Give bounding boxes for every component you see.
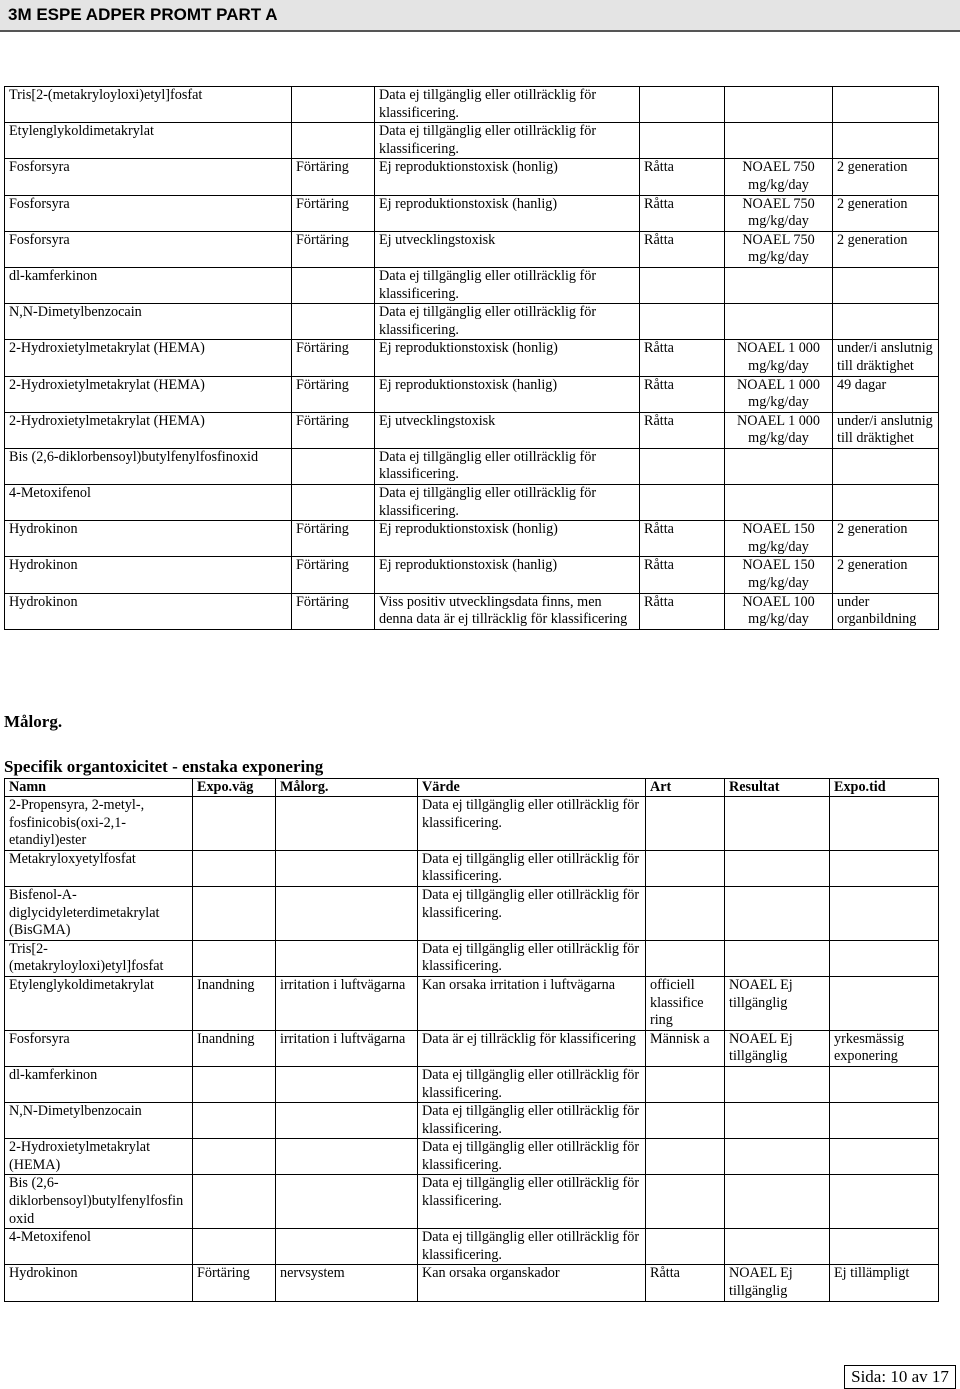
table-cell	[833, 87, 939, 123]
specific-organ-toxicity-table	[4, 778, 939, 1302]
table-cell	[640, 448, 725, 484]
table-row	[5, 1229, 939, 1265]
table-cell	[193, 850, 276, 886]
table-row	[5, 850, 939, 886]
table-cell: Ej reproduktionstoxisk (honlig)	[375, 340, 640, 376]
column-header: Resultat	[725, 779, 830, 797]
table-cell	[646, 886, 725, 940]
table-cell: 2-Hydroxietylmetakrylat (HEMA)	[5, 1139, 193, 1175]
table-cell: irritation i luftvägarna	[276, 1030, 418, 1066]
table-row	[5, 412, 939, 448]
table-cell: Ej reproduktionstoxisk (hanlig)	[375, 557, 640, 593]
table-cell: 2 generation	[833, 159, 939, 195]
document-header	[0, 0, 960, 32]
table-cell	[193, 1139, 276, 1175]
table-cell: Råtta	[640, 340, 725, 376]
table-row	[5, 1139, 939, 1175]
table-cell	[292, 123, 375, 159]
table-row	[5, 1265, 939, 1301]
table-cell	[646, 797, 725, 851]
table-cell: Data ej tillgänglig eller otillräcklig för klassificering.	[418, 1229, 646, 1265]
table-row	[5, 886, 939, 940]
table-cell	[276, 797, 418, 851]
table-cell	[725, 304, 833, 340]
table-cell	[276, 1103, 418, 1139]
table-row	[5, 159, 939, 195]
table-row	[5, 940, 939, 976]
table-cell	[292, 448, 375, 484]
table-cell	[640, 123, 725, 159]
table-cell	[276, 1229, 418, 1265]
table-cell: nervsystem	[276, 1265, 418, 1301]
table-cell: 2-Hydroxietylmetakrylat (HEMA)	[5, 376, 292, 412]
table-row	[5, 448, 939, 484]
table-cell	[725, 1175, 830, 1229]
table-cell	[725, 123, 833, 159]
table-row	[5, 485, 939, 521]
table-cell	[830, 940, 939, 976]
table-cell: Ej utvecklingstoxisk	[375, 412, 640, 448]
table-cell: Fosforsyra	[5, 1030, 193, 1066]
table-cell: Förtäring	[292, 412, 375, 448]
table-cell: Bis (2,6-diklorbensoyl)butylfenylfosfinoxid	[5, 1175, 193, 1229]
table-cell	[292, 304, 375, 340]
table-cell	[725, 1139, 830, 1175]
table-cell: Data ej tillgänglig eller otillräcklig för klassificering.	[418, 1066, 646, 1102]
table-cell	[646, 1175, 725, 1229]
table-cell: Ej utvecklingstoxisk	[375, 231, 640, 267]
table-cell: Hydrokinon	[5, 521, 292, 557]
column-header: Expo.väg	[193, 779, 276, 797]
table-cell	[193, 886, 276, 940]
table-cell	[725, 940, 830, 976]
table-cell: Data är ej tillräcklig för klassificering	[418, 1030, 646, 1066]
table-cell: Tris[2-(metakryloyloxi)etyl]fosfat	[5, 87, 292, 123]
table-cell: irritation i luftvägarna	[276, 976, 418, 1030]
table-cell: Råtta	[640, 376, 725, 412]
table-cell: 2 generation	[833, 557, 939, 593]
reproductive-toxicity-table	[4, 86, 939, 630]
table-cell	[830, 797, 939, 851]
table-cell	[276, 940, 418, 976]
table-cell	[830, 1066, 939, 1102]
table-cell	[276, 850, 418, 886]
table-cell: 2 generation	[833, 195, 939, 231]
table-cell: Hydrokinon	[5, 1265, 193, 1301]
table-cell: NOAEL Ej tillgänglig	[725, 1265, 830, 1301]
table-cell	[725, 448, 833, 484]
table-cell: Data ej tillgänglig eller otillräcklig för klassificering.	[418, 886, 646, 940]
table-cell	[830, 1139, 939, 1175]
table-cell	[646, 1139, 725, 1175]
table-cell: Råtta	[646, 1265, 725, 1301]
table-cell: Fosforsyra	[5, 231, 292, 267]
table-cell	[640, 87, 725, 123]
table-cell: 4-Metoxifenol	[5, 485, 292, 521]
table-row	[5, 304, 939, 340]
table-cell: Fosforsyra	[5, 195, 292, 231]
table-cell	[830, 1103, 939, 1139]
table-cell: Råtta	[640, 593, 725, 629]
table-cell	[725, 1066, 830, 1102]
table-cell: Förtäring	[292, 195, 375, 231]
table-cell: Förtäring	[292, 376, 375, 412]
table-cell	[276, 1175, 418, 1229]
table-cell: Förtäring	[292, 557, 375, 593]
table-cell: Hydrokinon	[5, 557, 292, 593]
table-cell	[725, 1229, 830, 1265]
column-header: Värde	[418, 779, 646, 797]
table-cell	[276, 886, 418, 940]
table-row	[5, 1066, 939, 1102]
table-cell: Kan orsaka organskador	[418, 1265, 646, 1301]
table-cell: 2-Hydroxietylmetakrylat (HEMA)	[5, 412, 292, 448]
table-cell	[646, 1229, 725, 1265]
section-specific-organ-toxicity-heading: Specifik organtoxicitet - enstaka exponering	[4, 757, 324, 776]
column-header: Art	[646, 779, 725, 797]
table-cell: Data ej tillgänglig eller otillräcklig för klassificering.	[375, 123, 640, 159]
table-cell	[830, 886, 939, 940]
table-cell: NOAEL 750 mg/kg/day	[725, 231, 833, 267]
table-cell	[292, 267, 375, 303]
table-cell: Människ a	[646, 1030, 725, 1066]
table-cell: Data ej tillgänglig eller otillräcklig för klassificering.	[375, 485, 640, 521]
table-cell: Bis (2,6-diklorbensoyl)butylfenylfosfinoxid	[5, 448, 292, 484]
table-cell: Förtäring	[292, 593, 375, 629]
table-cell: Förtäring	[193, 1265, 276, 1301]
table-cell: Data ej tillgänglig eller otillräcklig för klassificering.	[418, 1103, 646, 1139]
table-cell: NOAEL 150 mg/kg/day	[725, 521, 833, 557]
table-cell: Data ej tillgänglig eller otillräcklig för klassificering.	[418, 1175, 646, 1229]
table-cell	[193, 1103, 276, 1139]
table-cell: Hydrokinon	[5, 593, 292, 629]
table-cell	[830, 1175, 939, 1229]
table-cell: under/i anslutnig till dräktighet	[833, 340, 939, 376]
table-cell: Bisfenol-A-diglycidyleterdimetakrylat (BisGMA)	[5, 886, 193, 940]
table-cell: Ej tillämpligt	[830, 1265, 939, 1301]
table-cell: Ej reproduktionstoxisk (honlig)	[375, 521, 640, 557]
table-cell	[725, 886, 830, 940]
table-cell	[193, 1229, 276, 1265]
table-cell: Råtta	[640, 195, 725, 231]
table-cell: 2-Propensyra, 2-metyl-, fosfinicobis(oxi-2,1-etandiyl)ester	[5, 797, 193, 851]
table-cell: 4-Metoxifenol	[5, 1229, 193, 1265]
table-cell: Data ej tillgänglig eller otillräcklig för klassificering.	[418, 797, 646, 851]
table-cell	[640, 267, 725, 303]
table-cell	[646, 940, 725, 976]
table-row	[5, 87, 939, 123]
table-cell	[725, 850, 830, 886]
table-cell: Tris[2-(metakryloyloxi)etyl]fosfat	[5, 940, 193, 976]
table-row	[5, 340, 939, 376]
table-cell: Etylenglykoldimetakrylat	[5, 123, 292, 159]
table-row	[5, 267, 939, 303]
table-cell	[725, 87, 833, 123]
table-cell: Förtäring	[292, 159, 375, 195]
table-cell	[833, 485, 939, 521]
table-cell	[833, 123, 939, 159]
table-cell: NOAEL 1 000 mg/kg/day	[725, 376, 833, 412]
table-cell: 2 generation	[833, 231, 939, 267]
table-cell: Data ej tillgänglig eller otillräcklig för klassificering.	[418, 1139, 646, 1175]
table-cell: dl-kamferkinon	[5, 267, 292, 303]
table-cell: NOAEL 750 mg/kg/day	[725, 195, 833, 231]
table-cell: Ej reproduktionstoxisk (hanlig)	[375, 195, 640, 231]
table-cell	[830, 850, 939, 886]
table-cell	[276, 1139, 418, 1175]
table-row	[5, 521, 939, 557]
table-cell: Förtäring	[292, 340, 375, 376]
table-cell: under organbildning	[833, 593, 939, 629]
table-cell: Ej reproduktionstoxisk (hanlig)	[375, 376, 640, 412]
table-cell: Råtta	[640, 231, 725, 267]
table-row	[5, 557, 939, 593]
table-cell	[830, 976, 939, 1030]
table-cell: Viss positiv utvecklingsdata finns, men denna data är ej tillräcklig för klassificering	[375, 593, 640, 629]
table-row	[5, 1030, 939, 1066]
table-row	[5, 376, 939, 412]
table-cell: Råtta	[640, 159, 725, 195]
section-target-organ-heading: Målorg.	[4, 712, 63, 731]
table-cell: NOAEL Ej tillgänglig	[725, 1030, 830, 1066]
table-cell: NOAEL Ej tillgänglig	[725, 976, 830, 1030]
table-header-row	[5, 779, 939, 797]
table-row	[5, 797, 939, 851]
table-cell	[193, 940, 276, 976]
table-cell: Råtta	[640, 412, 725, 448]
table-cell	[292, 87, 375, 123]
table-cell	[725, 485, 833, 521]
table-cell: Metakryloxyetylfosfat	[5, 850, 193, 886]
table-cell	[833, 267, 939, 303]
table-cell	[193, 1066, 276, 1102]
column-header: Målorg.	[276, 779, 418, 797]
table-cell	[646, 850, 725, 886]
table-cell: NOAEL 750 mg/kg/day	[725, 159, 833, 195]
table-cell: Etylenglykoldimetakrylat	[5, 976, 193, 1030]
table-cell: Data ej tillgänglig eller otillräcklig för klassificering.	[418, 850, 646, 886]
table-cell: 49 dagar	[833, 376, 939, 412]
table-cell: Data ej tillgänglig eller otillräcklig för klassificering.	[375, 267, 640, 303]
table-cell: Förtäring	[292, 231, 375, 267]
table-cell	[640, 304, 725, 340]
table-cell: N,N-Dimetylbenzocain	[5, 304, 292, 340]
table-cell: 2-Hydroxietylmetakrylat (HEMA)	[5, 340, 292, 376]
table-cell	[193, 1175, 276, 1229]
table-cell: yrkesmässig exponering	[830, 1030, 939, 1066]
table-cell: Råtta	[640, 521, 725, 557]
table-cell	[830, 1229, 939, 1265]
table-cell: dl-kamferkinon	[5, 1066, 193, 1102]
table-cell: NOAEL 1 000 mg/kg/day	[725, 412, 833, 448]
table-cell: NOAEL 1 000 mg/kg/day	[725, 340, 833, 376]
table-cell: Fosforsyra	[5, 159, 292, 195]
page-number: Sida: 10 av 17	[844, 1365, 956, 1389]
table-cell	[725, 1103, 830, 1139]
table-cell: NOAEL 150 mg/kg/day	[725, 557, 833, 593]
table-cell: under/i anslutnig till dräktighet	[833, 412, 939, 448]
document-title: 3M ESPE ADPER PROMT PART A	[8, 5, 278, 24]
table-cell: Kan orsaka irritation i luftvägarna	[418, 976, 646, 1030]
table-cell: Ej reproduktionstoxisk (honlig)	[375, 159, 640, 195]
table-row	[5, 976, 939, 1030]
table-cell	[193, 797, 276, 851]
table-cell: Inandning	[193, 1030, 276, 1066]
table-cell: Data ej tillgänglig eller otillräcklig för klassificering.	[375, 304, 640, 340]
table-cell: 2 generation	[833, 521, 939, 557]
table-cell	[833, 304, 939, 340]
column-header: Expo.tid	[830, 779, 939, 797]
table-row	[5, 231, 939, 267]
table-cell	[725, 267, 833, 303]
table-row	[5, 195, 939, 231]
table-cell	[646, 1103, 725, 1139]
table-cell: N,N-Dimetylbenzocain	[5, 1103, 193, 1139]
table-cell: Data ej tillgänglig eller otillräcklig för klassificering.	[375, 87, 640, 123]
table-cell	[640, 485, 725, 521]
column-header: Namn	[5, 779, 193, 797]
table-cell	[646, 1066, 725, 1102]
table-cell: Data ej tillgänglig eller otillräcklig för klassificering.	[375, 448, 640, 484]
table-cell: Förtäring	[292, 521, 375, 557]
table-cell	[833, 448, 939, 484]
table-cell: Data ej tillgänglig eller otillräcklig för klassificering.	[418, 940, 646, 976]
table-cell: Inandning	[193, 976, 276, 1030]
table-row	[5, 593, 939, 629]
table-cell: Råtta	[640, 557, 725, 593]
table-row	[5, 123, 939, 159]
table-row	[5, 1103, 939, 1139]
table-cell	[292, 485, 375, 521]
table-cell	[276, 1066, 418, 1102]
table-row	[5, 1175, 939, 1229]
table-cell	[725, 797, 830, 851]
table-cell: officiell klassifice ring	[646, 976, 725, 1030]
table-cell: NOAEL 100 mg/kg/day	[725, 593, 833, 629]
